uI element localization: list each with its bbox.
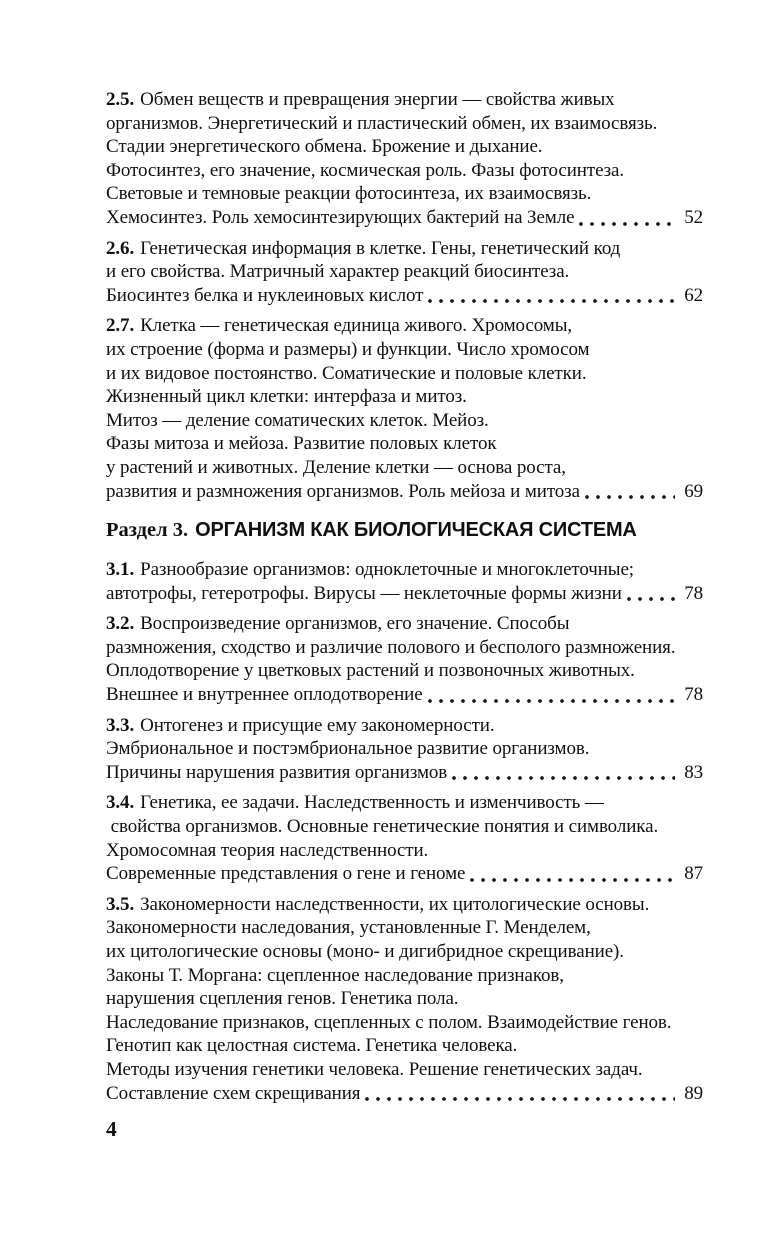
entry-number: 2.6. xyxy=(106,237,135,259)
toc-line: Генотип как целостная система. Генетика человека. xyxy=(106,1035,518,1057)
toc-entry xyxy=(106,714,703,785)
dot-leader xyxy=(585,494,675,500)
toc-line-text: Разнообразие организмов: одноклеточные и многоклеточные; xyxy=(140,559,634,581)
page-ref: 69 xyxy=(684,480,703,502)
dot-leader xyxy=(428,298,675,304)
toc-line: Световые и темновые реакции фотосинтеза, их взаимосвязь. xyxy=(106,183,592,205)
toc-line: Наследование признаков, сцепленных с полом. Взаимодействие генов. xyxy=(106,1011,672,1033)
page-ref: 52 xyxy=(684,206,703,228)
toc-line: Законы Т. Моргана: сцепленное наследование признаков, xyxy=(106,964,564,986)
dot-leader xyxy=(365,1096,675,1102)
toc-line: Стадии энергетического обмена. Брожение и дыхание. xyxy=(106,136,543,158)
page-ref: 78 xyxy=(684,684,703,706)
page-number: 4 xyxy=(106,1117,117,1142)
page-ref: 83 xyxy=(684,761,703,783)
toc-line-text: Клетка — генетическая единица живого. Хромосомы, xyxy=(140,315,573,337)
dot-leader xyxy=(579,221,675,227)
table-of-contents xyxy=(106,88,703,1142)
toc-line xyxy=(106,237,703,261)
toc-line: Методы изучения генетики человека. Решение генетических задач. xyxy=(106,1058,643,1080)
toc-line-text: Генетическая информация в клетке. Гены, генетический код xyxy=(140,237,621,259)
toc-line: Жизненный цикл клетки: интерфаза и митоз. xyxy=(106,386,467,408)
dot-leader xyxy=(452,775,675,781)
entry-number: 3.1. xyxy=(106,559,135,581)
toc-line: свойства организмов. Основные генетические понятия и символика. xyxy=(106,816,659,838)
toc-line-with-pageref xyxy=(106,284,703,308)
toc-entry xyxy=(106,558,703,605)
toc-entry xyxy=(106,893,703,1105)
dot-leader xyxy=(428,698,675,704)
toc-line-with-pageref xyxy=(106,480,703,504)
toc-line-text: Современные представления о гене и геноме xyxy=(106,863,466,885)
toc-line xyxy=(106,612,703,636)
toc-line: у растений и животных. Деление клетки — основа роста, xyxy=(106,456,566,478)
entry-number: 2.5. xyxy=(106,89,135,110)
toc-line-text: Биосинтез белка и нуклеиновых кислот xyxy=(106,284,424,306)
toc-line-text: Обмен веществ и превращения энергии — свойства живых xyxy=(140,89,615,110)
toc-line-text: Хемосинтез. Роль хемосинтезирующих бактерий на Земле xyxy=(106,206,575,228)
toc-line-text: Генетика, ее задачи. Наследственность и изменчивость — xyxy=(140,792,604,814)
toc-line-text: Воспроизведение организмов, его значение. Способы xyxy=(140,613,570,635)
toc-line: организмов. Энергетический и пластический обмен, их взаимосвязь. xyxy=(106,112,658,134)
toc-line-text: автотрофы, гетеротрофы. Вирусы — неклеточные формы жизни xyxy=(106,582,622,604)
toc-line-text: Внешнее и внутреннее оплодотворение xyxy=(106,684,423,706)
entry-number: 3.4. xyxy=(106,792,135,814)
dot-leader xyxy=(470,877,675,883)
toc-line: Эмбриональное и постэмбриональное развитие организмов. xyxy=(106,738,590,760)
toc-line-with-pageref xyxy=(106,683,703,707)
section-heading-prefix: Раздел 3. xyxy=(106,519,189,542)
entry-number: 2.7. xyxy=(106,315,135,337)
toc-entry xyxy=(106,237,703,308)
toc-line-with-pageref xyxy=(106,206,703,230)
toc-line-text: развития и размножения организмов. Роль мейоза и митоза xyxy=(106,480,580,502)
toc-entry xyxy=(106,88,703,230)
page-ref: 87 xyxy=(684,863,703,885)
toc-entry xyxy=(106,612,703,706)
page-ref: 89 xyxy=(684,1082,703,1104)
dot-leader xyxy=(627,596,675,602)
toc-line xyxy=(106,893,703,917)
toc-line: их цитологические основы (моно- и дигибридное скрещивание). xyxy=(106,941,624,962)
toc-line-text: Онтогенез и присущие ему закономерности. xyxy=(140,714,495,736)
toc-line: Фотосинтез, его значение, космическая роль. Фазы фотосинтеза. xyxy=(106,159,625,181)
page-ref: 62 xyxy=(684,284,703,306)
toc-line xyxy=(106,791,703,815)
toc-line: и его свойства. Матричный характер реакций биосинтеза. xyxy=(106,261,570,283)
toc-line-text: Закономерности наследственности, их цитологические основы. xyxy=(140,893,650,915)
entry-number: 3.5. xyxy=(106,893,135,915)
toc-line: Закономерности наследования, установленные Г. Менделем, xyxy=(106,917,591,939)
toc-line: размножения, сходство и различие полового и бесполого размножения. xyxy=(106,636,676,658)
toc-line: и их видовое постоянство. Соматические и половые клетки. xyxy=(106,362,587,384)
entry-number: 3.3. xyxy=(106,714,135,736)
section-heading-title: ОРГАНИЗМ КАК БИОЛОГИЧЕСКАЯ СИСТЕМА xyxy=(195,519,637,542)
toc-entry xyxy=(106,791,703,885)
toc-line: Хромосомная теория наследственности. xyxy=(106,839,429,861)
toc-line-with-pageref xyxy=(106,582,703,606)
toc-line-with-pageref xyxy=(106,1082,703,1106)
toc-line xyxy=(106,558,703,582)
toc-line-text: Составление схем скрещивания xyxy=(106,1082,361,1104)
toc-line-text: Причины нарушения развития организмов xyxy=(106,761,448,783)
toc-line xyxy=(106,714,703,738)
toc-line: их строение (форма и размеры) и функции. Число хромосом xyxy=(106,338,590,360)
section-heading xyxy=(106,517,703,545)
toc-line: Оплодотворение у цветковых растений и позвоночных животных. xyxy=(106,660,635,682)
toc-entry xyxy=(106,314,703,503)
page-ref: 78 xyxy=(684,582,703,604)
entry-number: 3.2. xyxy=(106,613,135,635)
toc-line: нарушения сцепления генов. Генетика пола. xyxy=(106,988,459,1010)
toc-line xyxy=(106,314,703,338)
toc-line: Фазы митоза и мейоза. Развитие половых клеток xyxy=(106,433,497,455)
toc-line xyxy=(106,88,703,112)
toc-line: Митоз — деление соматических клеток. Мейоз. xyxy=(106,409,489,431)
toc-line-with-pageref xyxy=(106,761,703,785)
toc-line-with-pageref xyxy=(106,862,703,886)
